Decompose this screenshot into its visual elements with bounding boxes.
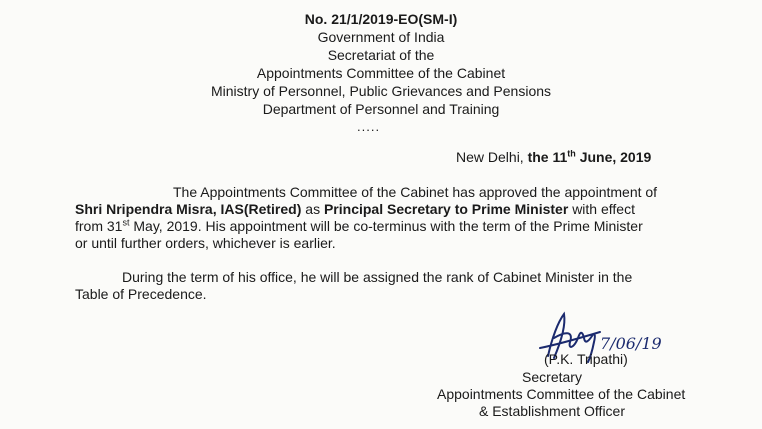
handwritten-date: 7/06/19 [600, 334, 662, 353]
header-secretariat: Secretariat of the [327, 47, 435, 63]
signatory-committee: Appointments Committee of the Cabinet [437, 386, 686, 402]
signatory-name: (P.K. Tripathi) [544, 351, 628, 367]
order-number: No. 21/1/2019-EO(SM-I) [304, 11, 458, 27]
date-value: the 11th June, 2019 [527, 148, 652, 165]
paragraph-rank [75, 269, 695, 303]
header-separator: ..... [357, 119, 381, 134]
header-government: Government of India [317, 29, 445, 45]
para1-line4: or until further orders, whichever is earlier. [75, 235, 336, 251]
header-department: Department of Personnel and Training [262, 101, 500, 117]
header-committee: Appointments Committee of the Cabinet [256, 65, 506, 81]
header-ministry: Ministry of Personnel, Public Grievances and Pensions [210, 83, 552, 99]
para2-line1: During the term of his office, he will be assigned the rank of Cabinet Minister in the [122, 269, 633, 285]
para1-line1: The Appointments Committee of the Cabinet has approved the appointment of [173, 184, 658, 200]
paragraph-appointment [75, 184, 695, 252]
letterhead [0, 10, 762, 118]
signatory-designation [437, 369, 686, 420]
para2-line2: Table of Precedence. [75, 286, 207, 302]
dateline [456, 149, 651, 165]
para1-line3: from 31st May, 2019. His appointment will be co-terminus with the term of the Prime Minister [75, 217, 643, 234]
date-place: New Delhi, [456, 149, 524, 165]
signatory-title: Secretary [522, 369, 582, 385]
para1-line2: Shri Nripendra Misra, IAS(Retired) as Principal Secretary to Prime Minister with effect [75, 201, 635, 217]
signatory-office: & Establishment Officer [478, 403, 626, 419]
